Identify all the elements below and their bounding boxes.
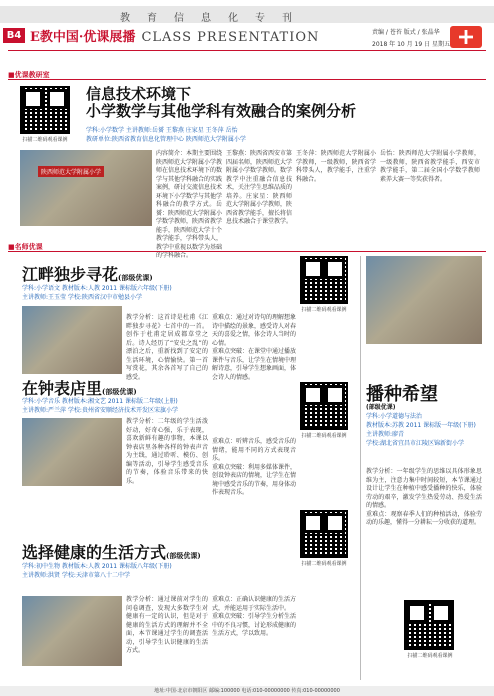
article-title: 信息技术环境下 小学数学与其他学科有效融合的案例分析	[86, 85, 357, 120]
lesson3-body-b: 重难点：正确认识健康的生活方式，并能运用于实际生活中。 重难点突破：引导学生分析生活中的不良习惯，讨论形成健康的生活方式，学以致用。	[212, 596, 297, 637]
lesson2-body-a: 教学分析：二年级的学生活泼好动，好奇心强，乐于表现，喜欢新鲜有趣的事物，本课以钟表店里各种各样的钟表声音为主线，通过聆听、模仿、创编等活动，引导学生感受音乐的节奏，体验音乐带来的快乐。	[126, 418, 208, 485]
lesson4-title-note: (部级优课)	[366, 404, 396, 411]
lesson4-meta: 学科:小学道德与法治 教材版本:苏教 2011 课标版一年级(下册) 主讲教师:廖青 学校:湖北省宜昌市江陵区锦新街小学	[366, 413, 476, 447]
lesson4-photo	[366, 256, 482, 344]
date-line: 2018 年 10 月 19 日 星期五	[372, 41, 450, 48]
lesson4-body: 教学分析：一年级学生的思维以具体形象思维为主，注意力集中时间较短，本节课通过设计让学生在种植中感受播种的快乐，体验劳动的艰辛，激发学生热爱劳动、热爱生活的情感。 重难点：观察春季人们的种植活动，体验劳动的乐趣，懂得一分耕耘一分收获的道理。	[366, 468, 482, 526]
lesson3-body-a: 教学分析：通过课前对学生的问卷调查，发现大多数学生对健康有一定的认识，但是对于健康的生活方式的理解并不全面，本节课通过学生的调查活动，引导学生认识健康的生活方式。	[126, 596, 208, 654]
lesson2-meta-1: 学科:小学音乐 教材版本:湘文艺 2011 课标版二年级(上册)	[22, 398, 178, 405]
section1-col1: 内容简介：本期主要围绕陕西师范大学附属小学教师在信息技术环境下的数学与其他学科融合的实践案例，研讨交流信息技术环境下小学数学与其他学科融合的教学方式。岳赟：陕西师范大学附属小学数学教师，陕西省教学能手，陕西师范大学十个教学能手，学科带头人，教学中重视以数学为基础的学科融合。	[156, 150, 223, 259]
lesson4-title: 播种希望	[366, 384, 438, 405]
lesson1-qr-code[interactable]	[300, 256, 348, 304]
lesson1-body-b: 重难点：通过对诗句的理解想象诗中描绘的景象，感受诗人对春天的喜爱之情，体会诗人当时的心情。 重难点突破：在课堂中通过播放课件与音乐，让学生在情境中理解诗意，引导学生想象画面，体会诗人的情感。	[212, 314, 297, 381]
masthead-en: CLASS PRESENTATION	[141, 30, 320, 45]
lesson1-photo	[22, 306, 122, 374]
lesson3-meta-1: 学科:初中生物 教材版本:人教 2011 课标版八年级(下册)	[22, 563, 172, 570]
lesson2-body-b: 重难点：听辨音乐，感受音乐的情绪，能用不同的方式表现音乐。 重难点突破：利用多媒体课件，创设钟表店的情境，让学生在情境中感受音乐的节奏，用身体动作表现音乐。	[212, 438, 297, 496]
section2-rule	[8, 251, 486, 252]
section-label-classes: ■名师优课	[8, 243, 43, 251]
lesson4-qr-caption: 扫描二维码观看课例	[407, 653, 453, 659]
lesson1-body-a: 教学分析：这首诗是杜甫《江畔独步寻花》七首中的一首。创作于杜甫定居成都草堂之后。诗人经历了“安史之乱”的漂泊之后，重新找到了安定的生活环境，心情愉快。第一首写赏花，其余各首写了自己的感受。	[126, 314, 208, 381]
qr-code[interactable]	[20, 86, 70, 134]
lesson2-qr-caption: 扫描二维码观看课例	[301, 433, 347, 439]
footer: 地址:中国·北京市朝阳区 邮编:100000 电话:010-00000000 传真:010-00000000	[0, 686, 494, 696]
top-banner-text: 教育信息化专刊	[120, 13, 309, 24]
lesson2-photo	[22, 418, 122, 486]
section1-rule	[8, 79, 486, 80]
lesson1-meta-2: 主讲教师:王玉莹 学校:陕西省汉中市勉县小学	[22, 294, 142, 301]
article-meta-1: 学科:小学数学 主讲教师:岳赟 王黎燕 庄家星 王冬萍 岳怡	[86, 127, 238, 134]
lesson3-photo	[22, 596, 122, 666]
section1-col3: 王冬萍：陕西师范大学附属小学教师，一级教师，陕西省学科带头人，教学能手，注重学科融合。	[296, 150, 376, 183]
lesson1-title: 江畔独步寻花(部级优课)	[22, 265, 153, 284]
article-meta-2: 教研单位:陕西省教育信息化管理中心 陕西师范大学附属小学	[86, 136, 246, 143]
section1-col2: 王黎燕：陕西省西安市第四届名师，陕西师范大学附属小学数学教师。数学教学中注重融合信息技术，关注学生思维品质的培养。庄家星：陕西师范大学附属小学教师，陕西省教学能手，擅长将信息技术融合于课堂教学。	[226, 150, 293, 225]
lesson3-meta-2: 主讲教师:洪贤 学校:天津市第八十二中学	[22, 572, 130, 579]
lesson1-meta-1: 学科:小学语文 教材版本:人教 2011 课标版六年级(下册)	[22, 285, 172, 292]
school-photo	[20, 150, 152, 226]
lesson4-qr-code[interactable]	[404, 600, 454, 650]
lesson2-title: 在钟表店里(部级优课)	[22, 379, 137, 398]
lesson3-qr-code[interactable]	[300, 510, 348, 558]
lesson2-qr-code[interactable]	[300, 382, 348, 430]
lesson1-qr-caption: 扫描二维码观看课例	[301, 307, 347, 313]
lesson3-qr-caption: 扫描二维码观看课例	[301, 561, 347, 567]
lesson3-title: 选择健康的生活方式(部级优课)	[22, 543, 201, 562]
header-info	[372, 27, 450, 51]
editor-line: 责编 / 苍苔 版式 / 张晶华	[372, 29, 440, 36]
masthead-cn: E教中国·优课展播	[30, 30, 136, 45]
column-divider	[360, 256, 361, 680]
header-rule	[8, 50, 486, 51]
masthead	[30, 26, 319, 45]
lesson2-meta-2: 主讲教师:严兰萍 学校:贵州省安顺经济技术开发区宋旗小学	[22, 407, 178, 414]
section1-col4: 岳怡：陕西师范大学附属小学教师，一级教师，陕西省教学能手，西安市教学能手，第二届全国小学数学教师素养大赛一等奖获得者。	[380, 150, 480, 183]
qr-caption: 扫描二维码观看课例	[22, 137, 68, 143]
section-label-research: ■优课教研室	[8, 71, 50, 79]
brand-logo-icon	[450, 26, 482, 48]
photo-banner: 陕西师范大学附属小学	[38, 166, 104, 177]
page-number: B4	[3, 28, 25, 43]
